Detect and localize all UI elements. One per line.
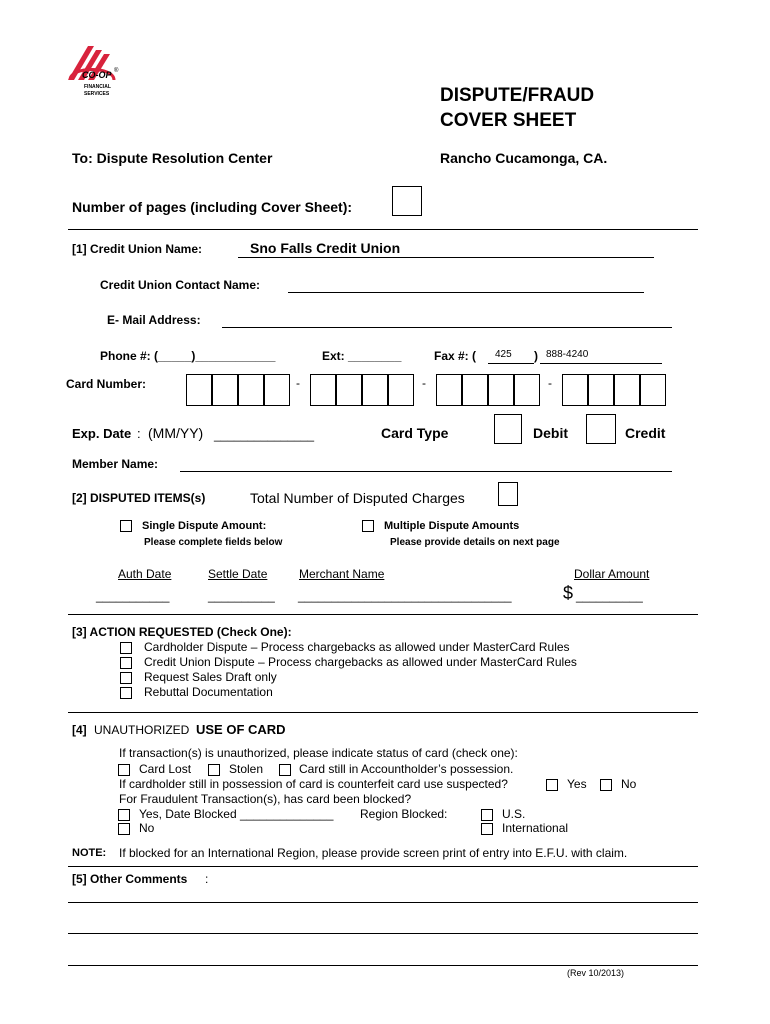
total-charges-box[interactable] — [498, 482, 518, 506]
cu-name-label: [1] Credit Union Name: — [72, 242, 203, 256]
auth-date-field[interactable]: ___________ — [96, 589, 170, 603]
col-settle-date: Settle Date — [208, 567, 268, 581]
col-dollar-amount: Dollar Amount — [574, 567, 650, 581]
divider — [68, 712, 698, 713]
phone-field[interactable]: Phone #: (_____)____________ — [100, 349, 276, 363]
stolen-checkbox[interactable] — [208, 764, 220, 776]
logo-sub1: FINANCIAL — [84, 84, 111, 90]
email-label: E- Mail Address: — [107, 313, 201, 327]
note-label: NOTE: — [72, 847, 107, 859]
title-line1: DISPUTE/FRAUD — [440, 85, 595, 106]
yes-label: Yes — [567, 777, 587, 791]
still-in-possession-label: Card still in Accountholder’s possession. — [299, 762, 514, 776]
divider — [68, 866, 698, 867]
exp-colon: : — [137, 426, 141, 441]
num-pages-label: Number of pages (including Cover Sheet): — [72, 199, 353, 215]
debit-checkbox[interactable] — [494, 414, 522, 444]
multiple-checkbox[interactable] — [362, 520, 374, 532]
comments-line-1[interactable] — [68, 902, 698, 903]
logo — [62, 44, 122, 106]
credit-label: Credit — [625, 425, 666, 441]
exp-field[interactable]: _______________ — [214, 428, 315, 442]
yes-blocked-checkbox[interactable] — [118, 809, 130, 821]
card-type-label: Card Type — [381, 425, 449, 441]
section2-heading: [2] DISPUTED ITEMS(s) — [72, 491, 206, 505]
no-blocked-checkbox[interactable] — [118, 823, 130, 835]
card-dash-2: - — [422, 376, 426, 390]
fax-close: ) — [534, 349, 538, 363]
multiple-label: Multiple Dispute Amounts — [384, 520, 520, 532]
q-card-status: If transaction(s) is unauthorized, please indicate status of card (check one): — [119, 746, 518, 760]
region-blocked-label: Region Blocked: — [360, 807, 448, 821]
dollar-sign: $ — [563, 583, 574, 603]
single-note: Please complete fields below — [144, 537, 283, 548]
card-lost-label: Card Lost — [139, 762, 192, 776]
title-line2: COVER SHEET — [440, 110, 577, 131]
yes-blocked-label[interactable]: Yes, Date Blocked ______________ — [139, 807, 334, 821]
settle-date-field[interactable]: __________ — [208, 589, 275, 603]
contact-label: Credit Union Contact Name: — [100, 278, 261, 292]
contact-field[interactable] — [288, 292, 644, 293]
logo-registered: ® — [114, 68, 119, 74]
dollar-amount-field[interactable]: __________ — [576, 589, 643, 603]
card-lost-checkbox[interactable] — [118, 764, 130, 776]
section4-heading-mid: UNAUTHORIZED — [94, 723, 190, 737]
international-checkbox[interactable] — [481, 823, 493, 835]
comments-line-2[interactable] — [68, 933, 698, 934]
section3-heading: [3] ACTION REQUESTED (Check One): — [72, 625, 292, 639]
fax-area-line — [488, 363, 534, 364]
revision-label: (Rev 10/2013) — [567, 968, 625, 978]
exp-label: Exp. Date — [72, 426, 132, 441]
multiple-note: Please provide details on next page — [390, 537, 560, 548]
member-label: Member Name: — [72, 457, 159, 471]
comments-line-3[interactable] — [68, 965, 698, 966]
section4-heading-suffix: USE OF CARD — [196, 722, 286, 737]
ext-field[interactable]: Ext: ________ — [322, 349, 402, 363]
credit-checkbox[interactable] — [586, 414, 616, 444]
col-auth-date: Auth Date — [118, 567, 172, 581]
location: Rancho Cucamonga, CA. — [440, 150, 608, 166]
num-pages-box[interactable] — [392, 186, 422, 216]
divider — [68, 229, 698, 230]
q-counterfeit: If cardholder still in possession of card is counterfeit card use suspected? — [119, 777, 508, 791]
exp-format: (MM/YY) — [148, 425, 204, 441]
card-dash-3: - — [548, 376, 552, 390]
single-checkbox[interactable] — [120, 520, 132, 532]
logo-name: CO-OP — [82, 70, 112, 80]
logo-sub2: SERVICES — [84, 91, 110, 97]
card-number-label: Card Number: — [66, 377, 147, 391]
divider — [68, 614, 698, 615]
section5-heading: [5] Other Comments — [72, 872, 188, 886]
q-blocked: For Fraudulent Transaction(s), has card been blocked? — [119, 792, 412, 806]
single-label: Single Dispute Amount: — [142, 520, 267, 532]
cu-name-field[interactable] — [238, 257, 654, 258]
total-charges-label: Total Number of Disputed Charges — [250, 490, 465, 506]
still-in-possession-checkbox[interactable] — [279, 764, 291, 776]
col-merchant-name: Merchant Name — [299, 567, 385, 581]
no-blocked-label: No — [139, 821, 155, 835]
merchant-name-field[interactable]: ________________________________ — [298, 589, 512, 603]
card-dash-1: - — [296, 376, 300, 390]
international-label: International — [502, 821, 569, 835]
yes-checkbox[interactable] — [546, 779, 558, 791]
no-label: No — [621, 777, 637, 791]
email-field[interactable] — [222, 327, 672, 328]
us-checkbox[interactable] — [481, 809, 493, 821]
cu-name-value: Sno Falls Credit Union — [250, 240, 401, 256]
fax-area[interactable]: 425 — [495, 349, 512, 360]
fax-number[interactable]: 888-4240 — [546, 349, 589, 360]
us-label: U.S. — [502, 807, 526, 821]
member-field[interactable] — [180, 471, 672, 472]
stolen-label: Stolen — [229, 762, 264, 776]
debit-label: Debit — [533, 425, 568, 441]
fax-number-line — [540, 363, 662, 364]
no-checkbox[interactable] — [600, 779, 612, 791]
to-label: To: Dispute Resolution Center — [72, 150, 273, 166]
note-text: If blocked for an International Region, please provide screen print of entry into E.F.U. with claim. — [119, 846, 628, 860]
section4-heading-prefix: [4] — [72, 723, 87, 737]
section5-colon: : — [205, 872, 209, 886]
fax-label: Fax #: ( — [434, 349, 477, 363]
